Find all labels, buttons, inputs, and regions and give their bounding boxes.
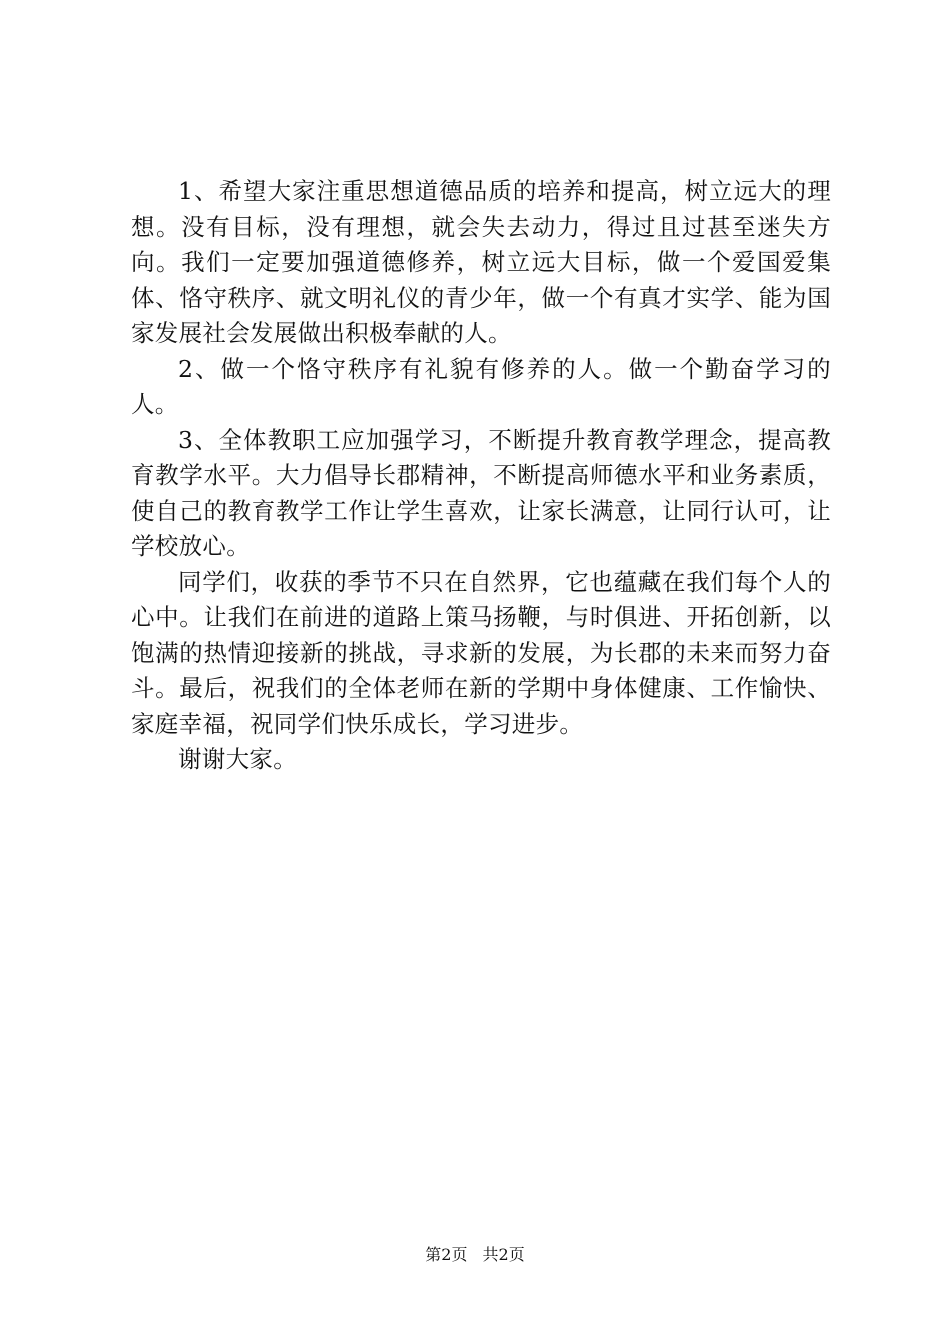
- paragraph-3: 3、全体教职工应加强学习，不断提升教育教学理念，提高教育教学水平。大力倡导长郡精神，不断提高师德水平和业务素质，使自己的教育教学工作让学生喜欢，让家长满意，让同行认可，让学校放心。: [131, 425, 831, 560]
- paragraph-2: 2、做一个恪守秩序有礼貌有修养的人。做一个勤奋学习的人。: [131, 354, 831, 418]
- page-total: 共2页: [482, 1245, 525, 1264]
- page-footer: [0, 1244, 950, 1266]
- document-body: [131, 174, 831, 778]
- paragraph-1: 1、希望大家注重思想道德品质的培养和提高，树立远大的理想。没有目标，没有理想，就会失去动力，得过且过甚至迷失方向。我们一定要加强道德修养，树立远大目标，做一个爱国爱集体、恪守秩序、就文明礼仪的青少年，做一个有真才实学、能为国家发展社会发展做出积极奉献的人。: [131, 177, 831, 347]
- page-number: 第2页: [425, 1245, 468, 1264]
- paragraph-closing: 谢谢大家。: [178, 745, 297, 773]
- paragraph-4: 同学们，收获的季节不只在自然界，它也蕴藏在我们每个人的心中。让我们在前进的道路上策马扬鞭，与时俱进、开拓创新，以饱满的热情迎接新的挑战，寻求新的发展，为长郡的未来而努力奋斗。最后，祝我们的全体老师在新的学期中身体健康、工作愉快、家庭幸福，祝同学们快乐成长，学习进步。: [131, 567, 831, 738]
